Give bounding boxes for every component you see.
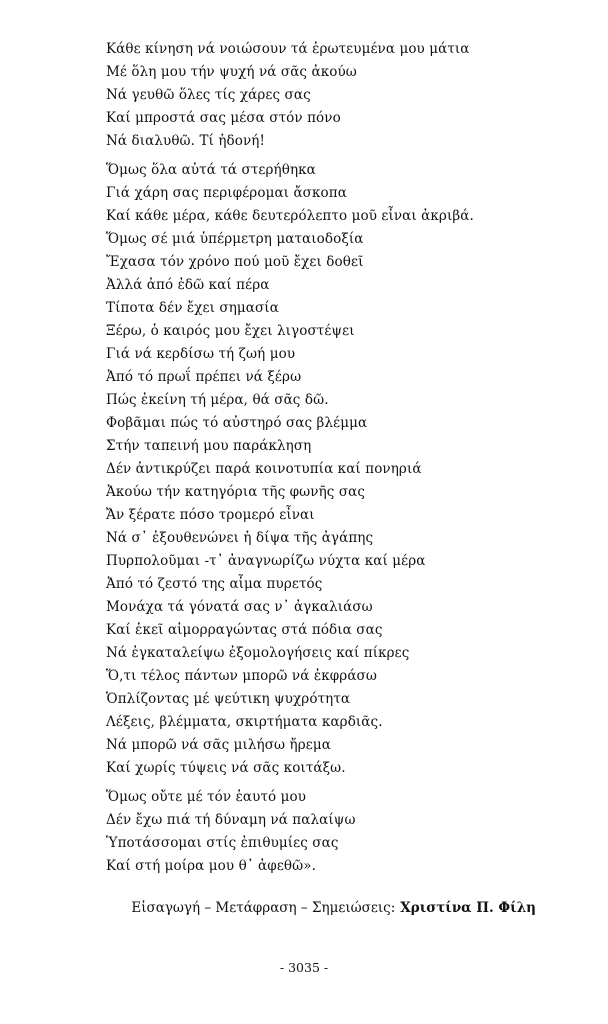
- poem-line: Ὅμως οὔτε μέ τόν ἑαυτό μου: [106, 789, 307, 805]
- poem-line: Ὅμως ὅλα αὐτά τά στερήθηκα: [106, 162, 316, 178]
- poem-line: Πυρπολοῦμαι -τ᾽ ἀναγνωρίζω νύχτα καί μέρα: [106, 553, 426, 569]
- poem-line: Γιά νά κερδίσω τή ζωή μου: [106, 346, 296, 362]
- poem-line: Μονάχα τά γόνατά σας ν᾽ ἀγκαλιάσω: [106, 599, 373, 615]
- poem-line: Ὑποτάσσομαι στίς ἐπιθυμίες σας: [106, 835, 339, 851]
- poem-line: Καί στή μοίρα μου θ᾽ ἀφεθῶ».: [106, 858, 317, 874]
- poem-line: Νά σ᾽ ἐξουθενώνει ἡ δίψα τῆς ἀγάπης: [106, 530, 374, 546]
- poem-line: Ἀπό τό πρωΐ πρέπει νά ξέρω: [106, 369, 302, 385]
- poem-line: Μέ ὅλη μου τήν ψυχή νά σᾶς ἀκούω: [106, 64, 357, 80]
- stanza-2: [106, 159, 566, 780]
- poem-line: Ὅμως σέ μιά ὑπέρμετρη ματαιοδοξία: [106, 231, 364, 247]
- poem-line: Καί μπροστά σας μέσα στόν πόνο: [106, 110, 341, 126]
- poem-line: Ἄν ξέρατε πόσο τρομερό εἶναι: [106, 507, 315, 523]
- page-number: - 3035 -: [279, 960, 329, 975]
- poem-line: Ἀκούω τήν κατηγόρια τῆς φωνῆς σας: [106, 484, 366, 500]
- poem-line: Καί ἐκεῖ αἱμορραγώντας στά πόδια σας: [106, 622, 383, 638]
- poem-line: Ἔχασα τόν χρόνο πού μοῦ ἔχει δοθεῖ: [106, 254, 364, 270]
- poem-line: Καί κάθε μέρα, κάθε δευτερόλεπτο μοῦ εἶναι ἀκριβά.: [106, 208, 474, 224]
- poem-line: Φοβᾶμαι πώς τό αὐστηρό σας βλέμμα: [106, 415, 368, 431]
- poem-line: Ἀλλά ἀπό ἐδῶ καί πέρα: [106, 277, 270, 293]
- poem-line: Δέν ἀντικρύζει παρά κοινοτυπία καί πονηριά: [106, 461, 422, 477]
- poem-line: Λέξεις, βλέμματα, σκιρτήματα καρδιᾶς.: [106, 714, 383, 730]
- poem-line: Καί χωρίς τύψεις νά σᾶς κοιτάξω.: [106, 760, 346, 776]
- poem-line: Νά ἐγκαταλείψω ἐξομολογήσεις καί πίκρες: [106, 645, 410, 661]
- poem-line: Νά διαλυθῶ. Τί ἡδονή!: [106, 133, 265, 149]
- poem-line: Ξέρω, ὁ καιρός μου ἔχει λιγοστέψει: [106, 323, 355, 339]
- poem-line: Ὅ,τι τέλος πάντων μπορῶ νά ἐκφράσω: [106, 668, 377, 684]
- poem-line: Στήν ταπεινή μου παράκληση: [106, 438, 312, 454]
- translator-credit: [0, 900, 536, 916]
- poem-line: Ἀπό τό ζεστό της αἷμα πυρετός: [106, 576, 323, 592]
- poem-line: Πώς ἐκείνη τή μέρα, θά σᾶς δῶ.: [106, 392, 329, 408]
- poem-line: Νά γευθῶ ὅλες τίς χάρες σας: [106, 87, 311, 103]
- poem-line: Ὁπλίζοντας μέ ψεύτικη ψυχρότητα: [106, 691, 351, 707]
- poem-line: Νά μπορῶ νά σᾶς μιλήσω ἤρεμα: [106, 737, 331, 753]
- poem-line: Τίποτα δέν ἔχει σημασία: [106, 300, 279, 316]
- credit-author: Χριστίνα Π. Φίλη: [400, 900, 536, 916]
- poem-line: Γιά χάρη σας περιφέρομαι ἄσκοπα: [106, 185, 347, 201]
- stanza-3: [106, 786, 566, 878]
- stanza-1: [106, 38, 566, 153]
- poem-line: Κάθε κίνηση νά νοιώσουν τά ἐρωτευμένα μου μάτια: [106, 41, 470, 57]
- poem-text: [106, 38, 566, 878]
- poem-line: Δέν ἔχω πιά τή δύναμη νά παλαίψω: [106, 812, 356, 828]
- credit-prefix: Εἰσαγωγή – Μετάφραση – Σημειώσεις:: [131, 900, 396, 916]
